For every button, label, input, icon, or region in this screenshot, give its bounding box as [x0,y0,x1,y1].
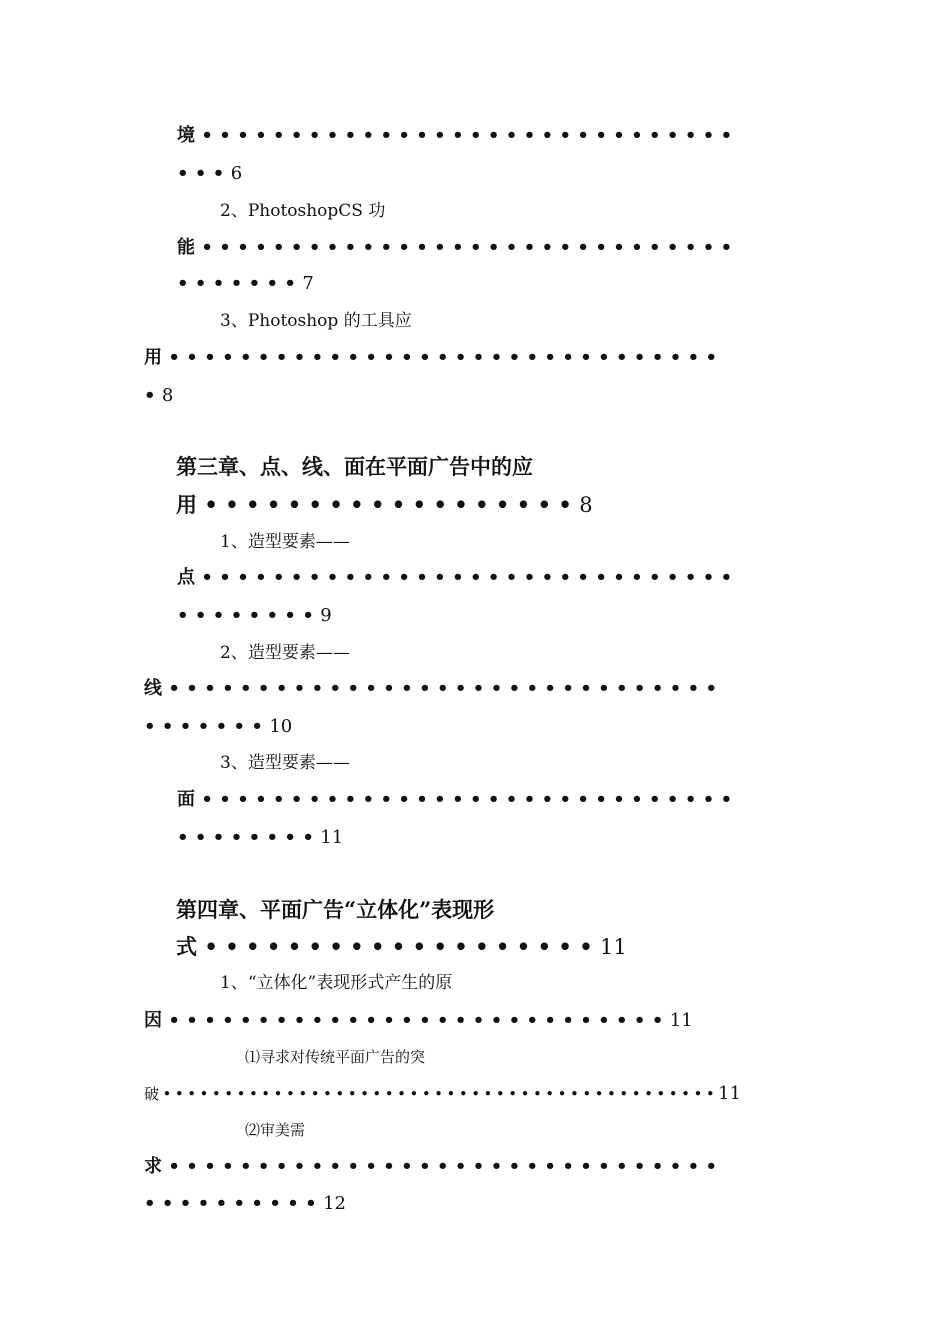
toc-item-photoshop-tools: 3、Photoshop 的工具应 [220,311,412,331]
dot-leader: ••••••••••••••••••••••••••••••• [168,347,724,368]
chapter-4-title: 第四章、平面广告“立体化”表现形 [176,897,495,922]
toc-line-point [177,566,739,590]
chapter-4-title-cont [176,933,627,961]
toc-entry-text: 点 [177,567,202,588]
toc-line-line [144,677,723,701]
dot-leader: ••••••• [177,273,303,294]
toc-item-element-point: 1、造型要素—— [220,532,350,552]
toc-entry-text: 面 [177,789,202,810]
dot-leader: •••••••••••••••••••••••••••••• [201,567,739,588]
toc-line-plane [177,788,739,812]
chapter-3-title-cont [176,491,593,519]
page-number: 6 [230,163,243,184]
toc-item-element-line: 2、造型要素—— [220,643,350,663]
toc-entry-text: 境 [177,125,202,146]
toc-line-function-cont [177,272,314,296]
toc-line-plane-cont [177,826,343,850]
page-number: 11 [718,1083,742,1104]
page-number: 10 [269,716,293,737]
page-number: 9 [320,605,332,626]
dot-leader: ••••••• [144,716,270,737]
dot-leader: ••• [177,163,231,184]
dot-leader: ••••••••••••••••••••••••••••••••••••••••••••• [162,1085,719,1103]
toc-entry-text: 求 [144,1156,169,1177]
page-number: 12 [323,1193,346,1214]
toc-entry-text: 线 [144,678,169,699]
toc-entry-text: 用 [144,347,169,368]
dot-leader: ••••••••••••••••••• [204,934,601,959]
dot-leader: • [144,385,162,406]
toc-entry-text: 能 [177,237,202,258]
toc-subitem-aesthetic-needs: ⑵审美需 [245,1121,306,1139]
dot-leader: •••••••••••••••••••••••••••• [168,1010,670,1031]
dot-leader: •••••••••••••••••••••••••••••• [201,237,739,258]
page-number: 11 [600,935,627,959]
toc-line-point-cont [177,604,332,628]
toc-line-environment-cont [177,162,242,186]
toc-entry-text: 用 [176,492,205,517]
toc-line-application [144,346,723,370]
toc-entry-text: 式 [176,934,205,959]
dot-leader: •••••••••• [144,1193,324,1214]
page-number: 8 [161,385,174,406]
toc-item-element-plane: 3、造型要素—— [220,753,350,773]
toc-item-3d-cause: 1、“立体化”表现形式产生的原 [220,973,453,993]
page-number: 11 [320,827,344,848]
dot-leader: •••••••••••••••••••••••••••••• [201,789,739,810]
dot-leader: •••••••• [177,605,321,626]
toc-item-photoshop-cs: 2、PhotoshopCS 功 [220,201,386,221]
toc-entry-text: 因 [144,1010,169,1031]
toc-line-line-cont [144,715,292,739]
page-number: 7 [302,273,314,294]
dot-leader: •••••••••••••••••••••••••••••• [201,125,739,146]
toc-line-application-cont [144,384,173,408]
dot-leader: •••••••• [177,827,321,848]
toc-line-break [144,1082,741,1106]
dot-leader: ••••••••••••••••••••••••••••••• [168,1156,724,1177]
chapter-3-title: 第三章、点、线、面在平面广告中的应 [176,454,533,479]
toc-line-needs-cont [144,1192,346,1216]
toc-line-cause [144,1009,693,1033]
toc-line-environment [177,124,739,148]
toc-line-needs [144,1155,723,1179]
toc-line-function [177,236,739,260]
toc-entry-text: 破 [144,1085,163,1103]
dot-leader: ••••••••••••••••••••••••••••••• [168,678,724,699]
toc-subitem-break-tradition: ⑴寻求对传统平面广告的突 [245,1048,426,1066]
page-number: 11 [669,1010,693,1031]
page-number: 8 [579,493,593,517]
dot-leader: •••••••••••••••••• [204,492,580,517]
